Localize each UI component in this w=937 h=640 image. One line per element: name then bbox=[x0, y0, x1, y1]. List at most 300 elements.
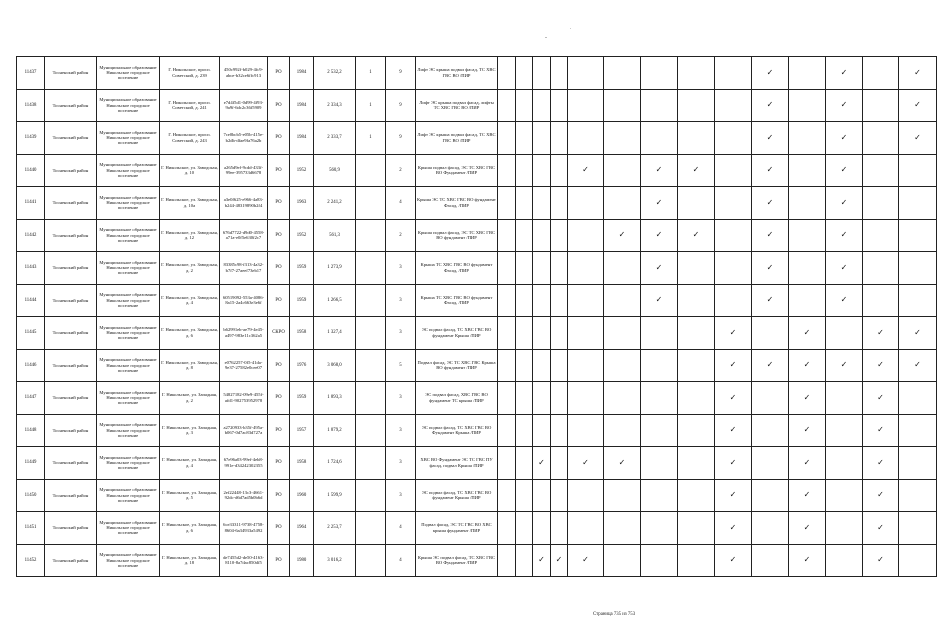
work-type-cell-10 bbox=[752, 544, 789, 577]
work-type-cell-2 bbox=[516, 512, 533, 545]
check-mark-icon: ✓ bbox=[840, 295, 848, 305]
district-cell: Тосненский район bbox=[45, 544, 97, 577]
work-type-cell-10 bbox=[752, 219, 789, 252]
work-type-cell-14 bbox=[899, 544, 937, 577]
work-type-cell-6 bbox=[604, 382, 641, 415]
work-type-cell-14 bbox=[899, 382, 937, 415]
check-mark-icon: ✓ bbox=[914, 327, 921, 337]
work-type-cell-4 bbox=[551, 382, 568, 415]
register-table bbox=[16, 56, 937, 577]
work-type-cell-14 bbox=[899, 317, 937, 350]
floors-cell: 3 bbox=[386, 317, 416, 350]
work-type-cell-12 bbox=[826, 349, 863, 382]
district-cell: Тосненский район bbox=[45, 349, 97, 382]
work-type-cell-7 bbox=[641, 544, 678, 577]
works-list-cell: Крыша подвал фасад, ЭС ТС ХВС ГВС ВО Фундамент /ПИР bbox=[416, 154, 498, 187]
row-id-cell: 11443 bbox=[17, 252, 45, 285]
check-mark-icon: ✓ bbox=[840, 67, 848, 77]
guid-cell: 2ef22448-13c3-4661-92dc-d6d7ad5b0b6d bbox=[220, 479, 268, 512]
work-type-cell-8 bbox=[678, 317, 715, 350]
work-type-cell-2 bbox=[516, 447, 533, 480]
check-mark-icon: ✓ bbox=[840, 132, 848, 142]
work-type-cell-12 bbox=[826, 479, 863, 512]
work-type-cell-13 bbox=[863, 219, 899, 252]
district-cell: Тосненский район bbox=[45, 382, 97, 415]
row-id-cell: 11438 bbox=[17, 89, 45, 122]
build-year-cell: 1984 bbox=[290, 89, 314, 122]
work-type-cell-7 bbox=[641, 284, 678, 317]
build-year-cell: 1958 bbox=[290, 447, 314, 480]
row-id-cell: 11439 bbox=[17, 122, 45, 155]
ownership-type-cell: РО bbox=[268, 187, 290, 220]
guid-cell: 67e96a03-99ef-4eb8-991e-d34242302355 bbox=[220, 447, 268, 480]
check-mark-icon: ✓ bbox=[840, 230, 848, 240]
check-mark-icon: ✓ bbox=[766, 197, 774, 207]
district-cell: Тосненский район bbox=[45, 479, 97, 512]
check-mark-icon: ✓ bbox=[803, 555, 811, 565]
address-cell: Г. Никольское, ул. Западная, д. 4 bbox=[160, 447, 220, 480]
table-row bbox=[17, 512, 937, 545]
check-mark-icon: ✓ bbox=[729, 490, 737, 500]
check-mark-icon: ✓ bbox=[877, 425, 884, 435]
area-cell: 1 879,2 bbox=[314, 414, 356, 447]
table-row bbox=[17, 447, 937, 480]
scan-speck bbox=[570, 28, 571, 29]
work-type-cell-8 bbox=[678, 154, 715, 187]
work-type-cell-14 bbox=[899, 479, 937, 512]
work-type-cell-9 bbox=[715, 219, 752, 252]
work-type-cell-3 bbox=[533, 414, 551, 447]
ownership-type-cell: РО bbox=[268, 252, 290, 285]
row-id-cell: 11442 bbox=[17, 219, 45, 252]
table-row bbox=[17, 219, 937, 252]
work-type-cell-1 bbox=[498, 479, 516, 512]
area-cell: 3 068,0 bbox=[314, 349, 356, 382]
entrances-cell bbox=[356, 219, 386, 252]
check-mark-icon: ✓ bbox=[766, 295, 774, 305]
work-type-cell-5 bbox=[568, 479, 604, 512]
work-type-cell-12 bbox=[826, 382, 863, 415]
works-list-cell: ЭС подвал фасад, ТС ХВС ГВС ВО Фундамент Крыша /ПИР bbox=[416, 414, 498, 447]
work-type-cell-5 bbox=[568, 219, 604, 252]
build-year-cell: 1984 bbox=[290, 122, 314, 155]
work-type-cell-12 bbox=[826, 219, 863, 252]
works-list-cell: Крыша ТС ХВС ГВС ВО фундамент Фасад, /ПИР bbox=[416, 284, 498, 317]
address-cell: Г. Никольское, ул. Западная, д. 18 bbox=[160, 544, 220, 577]
row-id-cell: 11441 bbox=[17, 187, 45, 220]
work-type-cell-4 bbox=[551, 317, 568, 350]
check-mark-icon: ✓ bbox=[840, 100, 848, 110]
floors-cell: 3 bbox=[386, 252, 416, 285]
check-mark-icon: ✓ bbox=[729, 555, 737, 565]
work-type-cell-12 bbox=[826, 252, 863, 285]
work-type-cell-2 bbox=[516, 414, 533, 447]
check-mark-icon: ✓ bbox=[877, 360, 884, 370]
check-mark-icon: ✓ bbox=[729, 327, 737, 337]
check-mark-icon: ✓ bbox=[655, 197, 663, 207]
work-type-cell-6 bbox=[604, 284, 641, 317]
work-type-cell-3 bbox=[533, 219, 551, 252]
work-type-cell-9 bbox=[715, 57, 752, 90]
address-cell: Г. Никольское, ул. Заводская, д. 12 bbox=[160, 219, 220, 252]
entrances-cell bbox=[356, 154, 386, 187]
work-type-cell-12 bbox=[826, 414, 863, 447]
build-year-cell: 1984 bbox=[290, 57, 314, 90]
work-type-cell-6 bbox=[604, 219, 641, 252]
work-type-cell-8 bbox=[678, 187, 715, 220]
address-cell: Г. Никольское, ул. Заводская, д. 10а bbox=[160, 187, 220, 220]
work-type-cell-1 bbox=[498, 154, 516, 187]
table-row bbox=[17, 414, 937, 447]
table-row bbox=[17, 349, 937, 382]
work-type-cell-5 bbox=[568, 154, 604, 187]
check-mark-icon: ✓ bbox=[803, 392, 811, 402]
work-type-cell-13 bbox=[863, 187, 899, 220]
ownership-type-cell: РО bbox=[268, 414, 290, 447]
work-type-cell-2 bbox=[516, 219, 533, 252]
work-type-cell-9 bbox=[715, 252, 752, 285]
entrances-cell bbox=[356, 479, 386, 512]
work-type-cell-6 bbox=[604, 317, 641, 350]
area-cell: 2 333,7 bbox=[314, 122, 356, 155]
address-cell: Г. Никольское, просп. Советский, д. 243 bbox=[160, 122, 220, 155]
work-type-cell-2 bbox=[516, 89, 533, 122]
check-mark-icon: ✓ bbox=[914, 100, 921, 110]
work-type-cell-2 bbox=[516, 349, 533, 382]
work-type-cell-1 bbox=[498, 414, 516, 447]
work-type-cell-4 bbox=[551, 252, 568, 285]
work-type-cell-4 bbox=[551, 219, 568, 252]
district-cell: Тосненский район bbox=[45, 447, 97, 480]
entrances-cell bbox=[356, 252, 386, 285]
work-type-cell-9 bbox=[715, 382, 752, 415]
floors-cell: 3 bbox=[386, 447, 416, 480]
work-type-cell-10 bbox=[752, 284, 789, 317]
district-cell: Тосненский район bbox=[45, 414, 97, 447]
work-type-cell-8 bbox=[678, 57, 715, 90]
work-type-cell-7 bbox=[641, 89, 678, 122]
address-cell: Г. Никольское, ул. Западная, д. 2 bbox=[160, 382, 220, 415]
check-mark-icon: ✓ bbox=[877, 392, 884, 402]
area-cell: 1 266,5 bbox=[314, 284, 356, 317]
work-type-cell-12 bbox=[826, 544, 863, 577]
work-type-cell-8 bbox=[678, 447, 715, 480]
work-type-cell-6 bbox=[604, 447, 641, 480]
ownership-type-cell: РО bbox=[268, 219, 290, 252]
work-type-cell-6 bbox=[604, 544, 641, 577]
work-type-cell-13 bbox=[863, 349, 899, 382]
work-type-cell-14 bbox=[899, 447, 937, 480]
work-type-cell-11 bbox=[789, 349, 826, 382]
work-type-cell-4 bbox=[551, 479, 568, 512]
work-type-cell-14 bbox=[899, 512, 937, 545]
work-type-cell-9 bbox=[715, 414, 752, 447]
check-mark-icon: ✓ bbox=[803, 457, 811, 467]
check-mark-icon: ✓ bbox=[692, 230, 700, 240]
work-type-cell-5 bbox=[568, 382, 604, 415]
check-mark-icon: ✓ bbox=[766, 165, 774, 175]
work-type-cell-11 bbox=[789, 219, 826, 252]
work-type-cell-3 bbox=[533, 89, 551, 122]
check-mark-icon: ✓ bbox=[538, 457, 545, 467]
work-type-cell-11 bbox=[789, 512, 826, 545]
guid-cell: 7ce0bcb5-e05b-415e-b2db-dfae9fa76a2b bbox=[220, 122, 268, 155]
check-mark-icon: ✓ bbox=[692, 165, 700, 175]
guid-cell: e0762257-0f5-41da-9e37-27582e0cee07 bbox=[220, 349, 268, 382]
floors-cell: 2 bbox=[386, 154, 416, 187]
row-id-cell: 11448 bbox=[17, 414, 45, 447]
work-type-cell-13 bbox=[863, 284, 899, 317]
work-type-cell-5 bbox=[568, 187, 604, 220]
scan-speck bbox=[545, 37, 547, 38]
work-type-cell-14 bbox=[899, 284, 937, 317]
address-cell: Г. Никольское, ул. Заводская, д. 10 bbox=[160, 154, 220, 187]
work-type-cell-2 bbox=[516, 122, 533, 155]
works-list-cell: ХВС ВО Фундамент ЭС ТС ГВС ПУ фасад, подвал Крыша /ПИР bbox=[416, 447, 498, 480]
work-type-cell-3 bbox=[533, 187, 551, 220]
work-type-cell-10 bbox=[752, 122, 789, 155]
work-type-cell-12 bbox=[826, 122, 863, 155]
check-mark-icon: ✓ bbox=[914, 67, 921, 77]
work-type-cell-5 bbox=[568, 284, 604, 317]
work-type-cell-10 bbox=[752, 57, 789, 90]
floors-cell: 3 bbox=[386, 382, 416, 415]
check-mark-icon: ✓ bbox=[914, 132, 921, 142]
work-type-cell-12 bbox=[826, 154, 863, 187]
work-type-cell-8 bbox=[678, 414, 715, 447]
ownership-type-cell: РО bbox=[268, 89, 290, 122]
work-type-cell-2 bbox=[516, 544, 533, 577]
check-mark-icon: ✓ bbox=[803, 327, 811, 337]
district-cell: Тосненский район bbox=[45, 154, 97, 187]
work-type-cell-2 bbox=[516, 187, 533, 220]
work-type-cell-12 bbox=[826, 512, 863, 545]
work-type-cell-12 bbox=[826, 57, 863, 90]
check-mark-icon: ✓ bbox=[729, 392, 737, 402]
works-list-cell: Крыша ТС ХВС ГВС ВО фундамент Фасад, /ПИР bbox=[416, 252, 498, 285]
work-type-cell-6 bbox=[604, 57, 641, 90]
table-row bbox=[17, 479, 937, 512]
work-type-cell-6 bbox=[604, 512, 641, 545]
work-type-cell-11 bbox=[789, 544, 826, 577]
page-footer: Страница 735 из 753 bbox=[593, 612, 636, 617]
guid-cell: a3e0f625-e966-4a83-b244-48319890b2f4 bbox=[220, 187, 268, 220]
build-year-cell: 1959 bbox=[290, 284, 314, 317]
check-mark-icon: ✓ bbox=[766, 262, 774, 272]
work-type-cell-9 bbox=[715, 154, 752, 187]
check-mark-icon: ✓ bbox=[582, 165, 589, 175]
work-type-cell-11 bbox=[789, 187, 826, 220]
work-type-cell-1 bbox=[498, 187, 516, 220]
check-mark-icon: ✓ bbox=[582, 555, 589, 565]
municipality-cell: Муниципальное образование Никольское городское поселение bbox=[97, 154, 160, 187]
build-year-cell: 1959 bbox=[290, 382, 314, 415]
work-type-cell-3 bbox=[533, 382, 551, 415]
work-type-cell-11 bbox=[789, 122, 826, 155]
work-type-cell-13 bbox=[863, 89, 899, 122]
work-type-cell-4 bbox=[551, 57, 568, 90]
entrances-cell bbox=[356, 317, 386, 350]
ownership-type-cell: РО bbox=[268, 447, 290, 480]
floors-cell: 3 bbox=[386, 479, 416, 512]
entrances-cell: 1 bbox=[356, 89, 386, 122]
floors-cell: 2 bbox=[386, 219, 416, 252]
district-cell: Тосненский район bbox=[45, 187, 97, 220]
work-type-cell-12 bbox=[826, 89, 863, 122]
work-type-cell-7 bbox=[641, 122, 678, 155]
work-type-cell-7 bbox=[641, 382, 678, 415]
guid-cell: b62991eb-ae79-4e45-a497-983e11c362a5 bbox=[220, 317, 268, 350]
check-mark-icon: ✓ bbox=[655, 165, 663, 175]
work-type-cell-13 bbox=[863, 122, 899, 155]
work-type-cell-14 bbox=[899, 187, 937, 220]
ownership-type-cell: РО bbox=[268, 154, 290, 187]
work-type-cell-13 bbox=[863, 414, 899, 447]
row-id-cell: 11440 bbox=[17, 154, 45, 187]
work-type-cell-4 bbox=[551, 284, 568, 317]
build-year-cell: 1957 bbox=[290, 414, 314, 447]
work-type-cell-5 bbox=[568, 317, 604, 350]
work-type-cell-11 bbox=[789, 317, 826, 350]
work-type-cell-3 bbox=[533, 479, 551, 512]
work-type-cell-4 bbox=[551, 544, 568, 577]
table-row bbox=[17, 284, 937, 317]
municipality-cell: Муниципальное образование Никольское городское поселение bbox=[97, 122, 160, 155]
work-type-cell-3 bbox=[533, 349, 551, 382]
work-type-cell-4 bbox=[551, 414, 568, 447]
work-type-cell-4 bbox=[551, 154, 568, 187]
municipality-cell: Муниципальное образование Никольское городское поселение bbox=[97, 382, 160, 415]
area-cell: 2 334,3 bbox=[314, 89, 356, 122]
work-type-cell-11 bbox=[789, 284, 826, 317]
build-year-cell: 1976 bbox=[290, 349, 314, 382]
check-mark-icon: ✓ bbox=[803, 425, 811, 435]
entrances-cell bbox=[356, 512, 386, 545]
work-type-cell-10 bbox=[752, 317, 789, 350]
work-type-cell-8 bbox=[678, 479, 715, 512]
work-type-cell-2 bbox=[516, 154, 533, 187]
address-cell: Г. Никольское, ул. Заводская, д. 8 bbox=[160, 349, 220, 382]
check-mark-icon: ✓ bbox=[618, 457, 626, 467]
floors-cell: 5 bbox=[386, 349, 416, 382]
row-id-cell: 11446 bbox=[17, 349, 45, 382]
check-mark-icon: ✓ bbox=[538, 555, 545, 565]
work-type-cell-14 bbox=[899, 219, 937, 252]
work-type-cell-9 bbox=[715, 479, 752, 512]
municipality-cell: Муниципальное образование Никольское городское поселение bbox=[97, 447, 160, 480]
work-type-cell-3 bbox=[533, 57, 551, 90]
entrances-cell: 1 bbox=[356, 122, 386, 155]
address-cell: Г. Никольское, ул. Западная, д. 6 bbox=[160, 512, 220, 545]
works-list-cell: ЭС подвал фасад, ТС ХВС ГВС ВО фундамент Крыша /ПИР bbox=[416, 317, 498, 350]
work-type-cell-8 bbox=[678, 544, 715, 577]
work-type-cell-3 bbox=[533, 317, 551, 350]
guid-cell: a265d9ef-9cdd-433f-99ee-395733d6678 bbox=[220, 154, 268, 187]
work-type-cell-10 bbox=[752, 187, 789, 220]
work-type-cell-10 bbox=[752, 512, 789, 545]
work-type-cell-9 bbox=[715, 349, 752, 382]
row-id-cell: 11451 bbox=[17, 512, 45, 545]
build-year-cell: 1964 bbox=[290, 512, 314, 545]
works-list-cell: Лифт ЭС крыша подвал фасад, ТС ХВС ГВС ВО /ПИР bbox=[416, 122, 498, 155]
work-type-cell-6 bbox=[604, 154, 641, 187]
entrances-cell bbox=[356, 187, 386, 220]
ownership-type-cell: РО bbox=[268, 122, 290, 155]
work-type-cell-11 bbox=[789, 414, 826, 447]
check-mark-icon: ✓ bbox=[877, 522, 884, 532]
work-type-cell-4 bbox=[551, 89, 568, 122]
work-type-cell-12 bbox=[826, 187, 863, 220]
check-mark-icon: ✓ bbox=[766, 132, 774, 142]
check-mark-icon: ✓ bbox=[555, 555, 563, 565]
works-list-cell: Крыша ЭС ТС ХВС ГВС ВО фундамент Фасад, /ПИР bbox=[416, 187, 498, 220]
check-mark-icon: ✓ bbox=[655, 262, 663, 272]
work-type-cell-7 bbox=[641, 447, 678, 480]
area-cell: 2 241,2 bbox=[314, 187, 356, 220]
address-cell: Г. Никольское, ул. Западная, д. 3 bbox=[160, 414, 220, 447]
register-table-container bbox=[16, 56, 921, 577]
check-mark-icon: ✓ bbox=[877, 555, 884, 565]
district-cell: Тосненский район bbox=[45, 89, 97, 122]
work-type-cell-1 bbox=[498, 252, 516, 285]
work-type-cell-14 bbox=[899, 122, 937, 155]
works-list-cell: ЭС подвал фасад, ТС ХВС ГВС ВО фундамент Крыша /ПИР bbox=[416, 479, 498, 512]
check-mark-icon: ✓ bbox=[803, 490, 811, 500]
work-type-cell-5 bbox=[568, 512, 604, 545]
address-cell: Г. Никольское, просп. Советский, д. 241 bbox=[160, 89, 220, 122]
works-list-cell: Подвал фасад, ЭС ТС ГВС ВО ХВС крыша фундамент /ПИР bbox=[416, 512, 498, 545]
district-cell: Тосненский район bbox=[45, 512, 97, 545]
work-type-cell-1 bbox=[498, 447, 516, 480]
work-type-cell-10 bbox=[752, 154, 789, 187]
work-type-cell-13 bbox=[863, 317, 899, 350]
work-type-cell-2 bbox=[516, 252, 533, 285]
work-type-cell-14 bbox=[899, 252, 937, 285]
work-type-cell-1 bbox=[498, 512, 516, 545]
build-year-cell: 1980 bbox=[290, 544, 314, 577]
work-type-cell-12 bbox=[826, 317, 863, 350]
check-mark-icon: ✓ bbox=[655, 230, 663, 240]
municipality-cell: Муниципальное образование Никольское городское поселение bbox=[97, 479, 160, 512]
area-cell: 2 532,2 bbox=[314, 57, 356, 90]
work-type-cell-9 bbox=[715, 122, 752, 155]
work-type-cell-7 bbox=[641, 154, 678, 187]
work-type-cell-1 bbox=[498, 122, 516, 155]
work-type-cell-6 bbox=[604, 252, 641, 285]
work-type-cell-2 bbox=[516, 57, 533, 90]
entrances-cell bbox=[356, 447, 386, 480]
build-year-cell: 1963 bbox=[290, 187, 314, 220]
check-mark-icon: ✓ bbox=[729, 522, 737, 532]
area-cell: 1 273,9 bbox=[314, 252, 356, 285]
work-type-cell-8 bbox=[678, 252, 715, 285]
work-type-cell-7 bbox=[641, 414, 678, 447]
work-type-cell-10 bbox=[752, 89, 789, 122]
municipality-cell: Муниципальное образование Никольское городское поселение bbox=[97, 89, 160, 122]
work-type-cell-7 bbox=[641, 57, 678, 90]
row-id-cell: 11450 bbox=[17, 479, 45, 512]
build-year-cell: 1959 bbox=[290, 252, 314, 285]
work-type-cell-10 bbox=[752, 252, 789, 285]
build-year-cell: 1958 bbox=[290, 317, 314, 350]
check-mark-icon: ✓ bbox=[766, 360, 774, 370]
works-list-cell: Крыша подвал фасад, ЭС ТС ХВС ГВС ВО фундамент /ПИР bbox=[416, 219, 498, 252]
ownership-type-cell: РО bbox=[268, 479, 290, 512]
work-type-cell-1 bbox=[498, 349, 516, 382]
check-mark-icon: ✓ bbox=[877, 490, 884, 500]
work-type-cell-11 bbox=[789, 154, 826, 187]
table-row bbox=[17, 252, 937, 285]
